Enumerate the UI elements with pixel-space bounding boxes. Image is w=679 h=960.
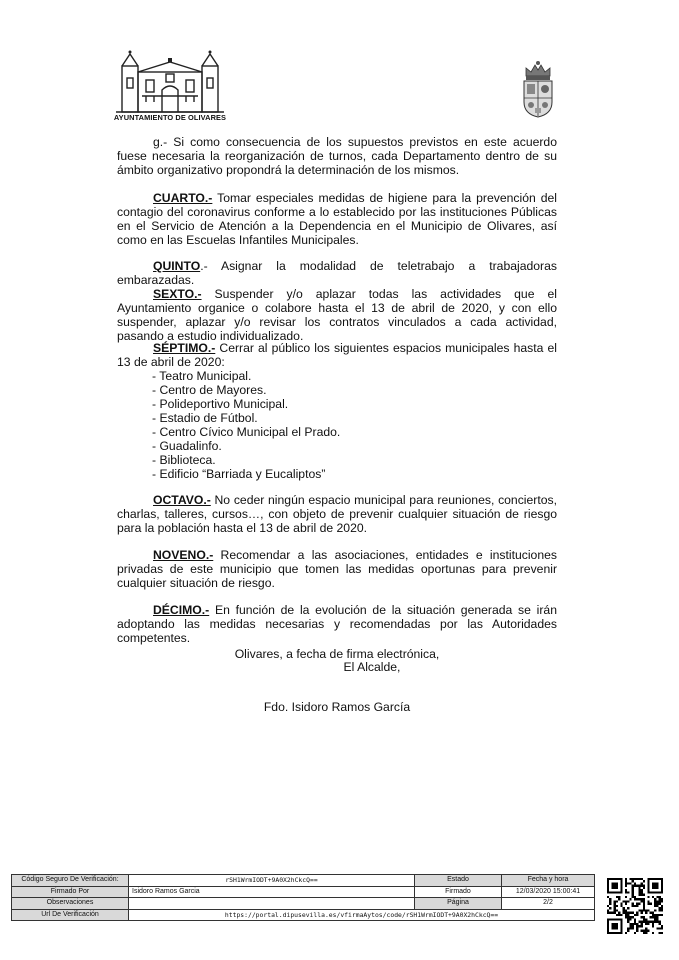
url-value[interactable]: https://portal.dipusevilla.es/vfirmaAytos/code/rSH1WrmIODT+9A0X2hCkcQ== — [129, 909, 595, 921]
codigo-value: rSH1WrmIODT+9A0X2hCkcQ== — [129, 875, 415, 887]
firmado-por-label: Firmado Por — [12, 886, 129, 898]
verification-table — [11, 874, 595, 921]
observaciones-label: Observaciones — [12, 898, 129, 910]
qr-code-icon — [607, 878, 663, 934]
paragraph-quinto: QUINTO.- Asignar la modalidad de teletrabajo a trabajadoras embarazadas. — [117, 259, 557, 287]
codigo-label: Código Seguro De Verificación: — [12, 875, 129, 887]
closing-place-date: Olivares, a fecha de firma electrónica, — [234, 647, 440, 661]
septimo-heading: SÉPTIMO.- — [153, 341, 216, 355]
paragraph-septimo: SÉPTIMO.- Cerrar al público los siguientes espacios municipales hasta el 13 de abril de 2020: — [117, 341, 557, 369]
closing-title: El Alcalde, — [343, 660, 401, 674]
logo-caption: AYUNTAMIENTO DE OLIVARES — [113, 113, 227, 122]
paragraph-cuarto: CUARTO.- Tomar especiales medidas de higiene para la prevención del contagio del coronavirus conforme a lo establecido por las instituciones Públicas en el Servicio de Atención a la Dependencia en el Municipio de Olivares, así como en las Escuelas Infantiles Municipales. — [117, 191, 557, 247]
cuarto-heading: CUARTO.- — [153, 191, 213, 205]
list-item: - Estadio de Fútbol. — [152, 411, 258, 425]
firmado-por-value: Isidoro Ramos Garcia — [129, 886, 415, 898]
paragraph-octavo: OCTAVO.- No ceder ningún espacio municipal para reuniones, conciertos, charlas, talleres, cursos…, con objeto de prevenir cualquier situación de riesgo para la población hasta el 13 de abril de 2020. — [117, 493, 557, 535]
noveno-heading: NOVENO.- — [153, 548, 214, 562]
paragraph-decimo: DÉCIMO.- En función de la evolución de la situación generada se irán adoptando las medidas necesarias y recomendadas por las Autoridades competentes. — [117, 603, 557, 645]
list-item: - Centro Cívico Municipal el Prado. — [152, 425, 341, 439]
list-item: - Centro de Mayores. — [152, 383, 267, 397]
list-item: - Guadalinfo. — [152, 439, 222, 453]
decimo-heading: DÉCIMO.- — [153, 603, 210, 617]
url-label: Url De Verificación — [12, 909, 129, 921]
sexto-heading: SEXTO.- — [153, 287, 202, 301]
coat-of-arms-icon — [521, 60, 555, 118]
signature-line: Fdo. Isidoro Ramos García — [263, 700, 411, 714]
quinto-heading: QUINTO — [153, 259, 201, 273]
list-item: - Teatro Municipal. — [152, 369, 252, 383]
pagina-label: Página — [415, 898, 502, 910]
estado-value: Firmado — [415, 886, 502, 898]
list-item: - Edificio “Barriada y Eucaliptos” — [152, 467, 326, 481]
paragraph-noveno: NOVENO.- Recomendar a las asociaciones, entidades e instituciones privadas de este municipio que tomen las medidas oportunas para prevenir cualquier situación de riesgo. — [117, 548, 557, 590]
octavo-heading: OCTAVO.- — [153, 493, 211, 507]
fecha-value: 12/03/2020 15:00:41 — [502, 886, 595, 898]
closed-spaces-list — [152, 369, 340, 481]
list-item: - Biblioteca. — [152, 453, 216, 467]
paragraph-sexto: SEXTO.- Suspender y/o aplazar todas las actividades que el Ayuntamiento organice o colabore hasta el 13 de abril de 2020, y con ello suspender, aplazar y/o revisar los contratos vinculados a cada actividad, pasando a estudio individualizado. — [117, 287, 557, 343]
list-item: - Polideportivo Municipal. — [152, 397, 289, 411]
observaciones-value — [129, 898, 415, 910]
estado-label: Estado — [415, 875, 502, 887]
fecha-label: Fecha y hora — [502, 875, 595, 887]
paragraph-g: g.- Si como consecuencia de los supuestos previstos en este acuerdo fuese necesaria la reorganización de turnos, cada Departamento dentro de su ámbito organizativo propondrá la determinación de los mismos. — [117, 135, 557, 177]
pagina-value: 2/2 — [502, 898, 595, 910]
